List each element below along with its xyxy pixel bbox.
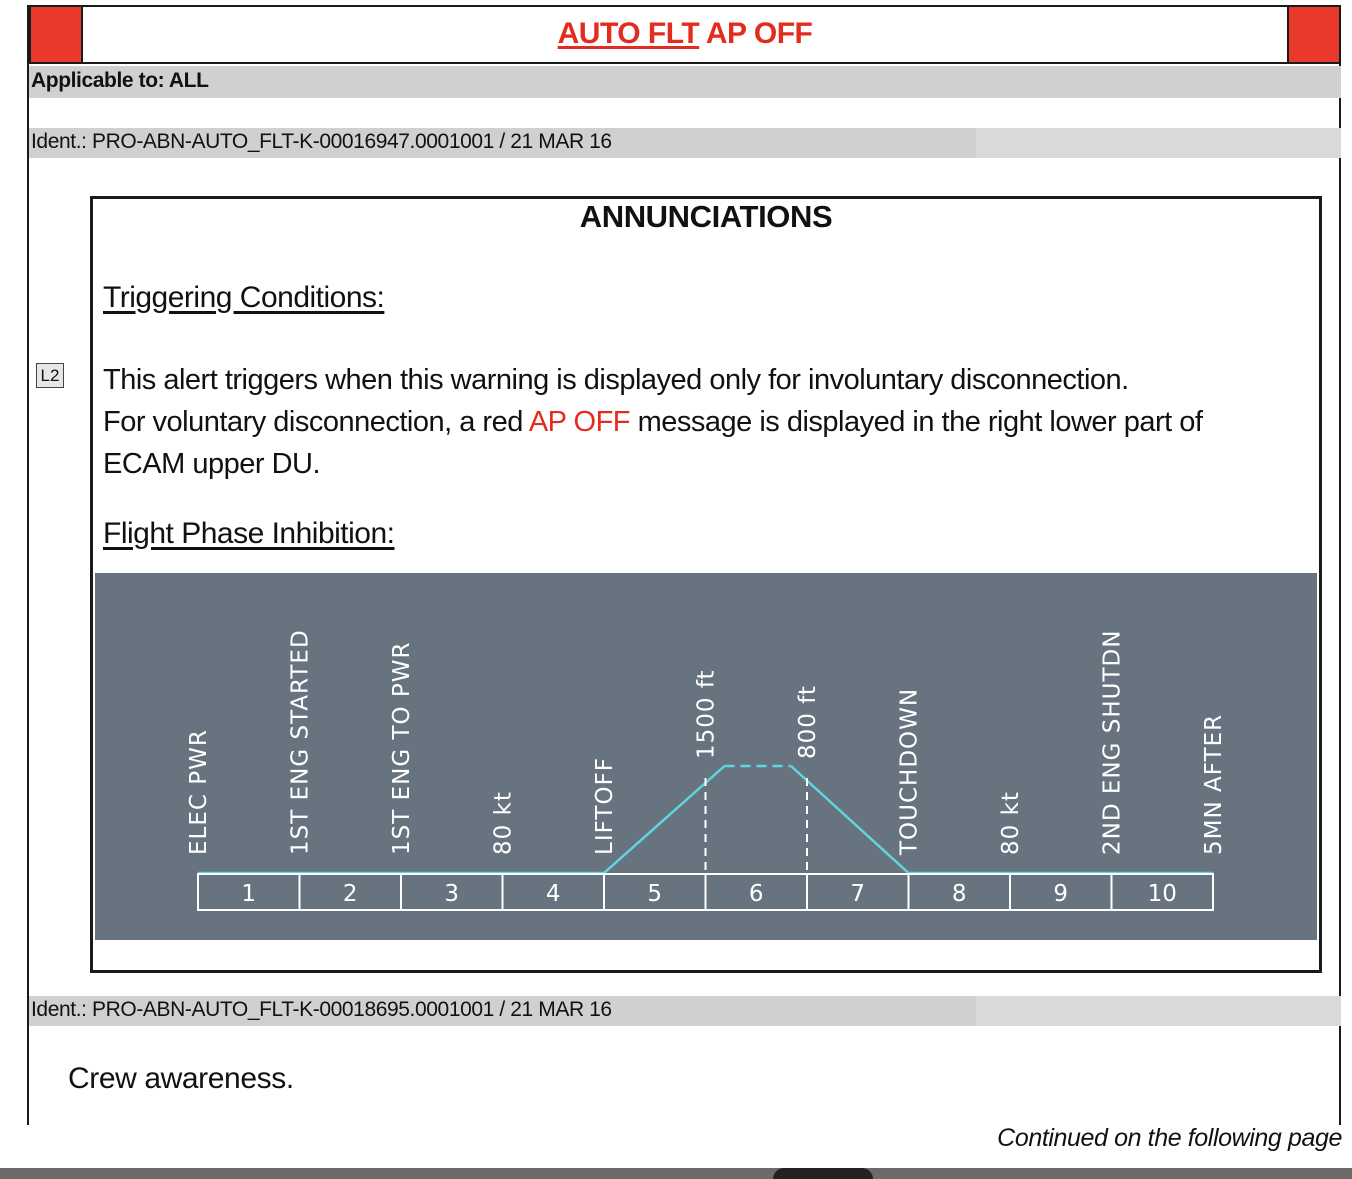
- condition-line-2: For voluntary disconnection, a red AP OFF message is displayed in the right lower part of: [103, 406, 1203, 438]
- condition-line-1: This alert triggers when this warning is displayed only for involuntary disconnection.: [103, 364, 1129, 396]
- phase-number: 5: [647, 881, 663, 907]
- right-page-rule: [1339, 5, 1341, 1125]
- phase-number: 7: [850, 881, 866, 907]
- flight-phase-svg: [95, 573, 1317, 940]
- phase-event-label: 5MN AFTER: [1201, 713, 1227, 855]
- annunciations-title: ANNUNCIATIONS: [579, 199, 833, 234]
- phase-number: 8: [951, 881, 967, 907]
- ident-text-bottom: Ident.: PRO-ABN-AUTO_FLT-K-00018695.0001001 / 21 MAR 16: [31, 998, 612, 1021]
- alert-name: AP OFF: [699, 17, 813, 50]
- profile-climb: [198, 766, 725, 873]
- triggering-conditions-heading: Triggering Conditions:: [103, 281, 385, 314]
- phase-event-label: TOUCHDOWN: [896, 687, 923, 855]
- phase-event-label: 1500 ft: [693, 669, 720, 759]
- phase-number: 3: [444, 881, 460, 907]
- phase-event-label: 1ST ENG STARTED: [287, 629, 314, 855]
- phase-number: 10: [1147, 881, 1177, 907]
- procedure-title-bar: [29, 5, 1341, 64]
- phase-event-label: LIFTOFF: [592, 756, 618, 855]
- applicability-text: Applicable to: ALL: [31, 69, 209, 92]
- flight-phase-inhibition-heading: Flight Phase Inhibition:: [103, 517, 395, 550]
- left-page-rule: [27, 5, 29, 1125]
- phase-event-label: 800 ft: [795, 685, 821, 759]
- ident-band-top: [29, 128, 1341, 158]
- phase-event-label: 80 kt: [490, 791, 517, 855]
- phase-number: 4: [545, 881, 561, 907]
- triggering-conditions-text: [103, 359, 1283, 485]
- scroll-handle[interactable]: [773, 1168, 873, 1179]
- phase-event-label: ELEC PWR: [186, 729, 212, 855]
- ident-text-top: Ident.: PRO-ABN-AUTO_FLT-K-00016947.0001001 / 21 MAR 16: [31, 130, 612, 153]
- ident-band-bottom: [29, 996, 1341, 1026]
- flight-phase-diagram: [95, 573, 1317, 940]
- level-badge: L2: [36, 363, 64, 388]
- applicability-band: [29, 66, 1341, 98]
- phase-event-label: 2ND ENG SHUTDN: [1099, 629, 1126, 855]
- condition-line-3: ECAM upper DU.: [103, 448, 321, 480]
- phase-number: 9: [1053, 881, 1069, 907]
- phase-event-label: 1ST ENG TO PWR: [389, 641, 415, 855]
- phase-number: 2: [342, 881, 358, 907]
- ap-off-message: AP OFF: [528, 406, 631, 438]
- annunciations-box: [90, 196, 1322, 973]
- phase-number: 1: [241, 881, 257, 907]
- crew-awareness-text: Crew awareness.: [68, 1062, 294, 1095]
- phase-number: 6: [748, 881, 764, 907]
- system-link[interactable]: AUTO FLT: [557, 17, 700, 50]
- bottom-scrollbar[interactable]: [0, 1168, 1352, 1179]
- phase-event-label: 80 kt: [998, 791, 1024, 855]
- continued-note: Continued on the following page: [997, 1124, 1342, 1152]
- procedure-title: [31, 17, 1339, 51]
